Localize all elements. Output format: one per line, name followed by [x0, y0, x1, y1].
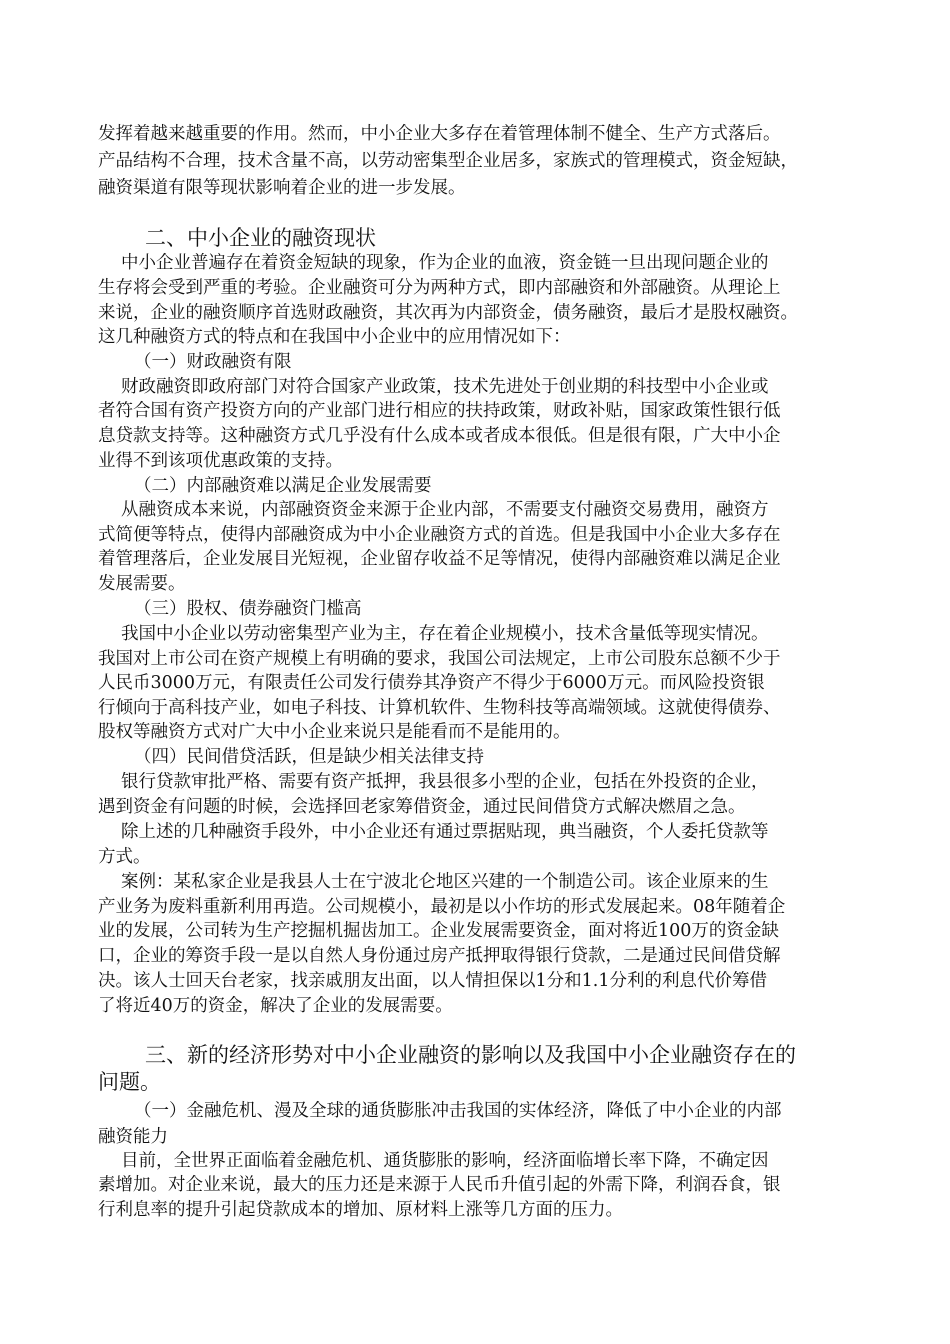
paragraph-line: 银行贷款审批严格、需要有资产抵押，我县很多小型的企业，包括在外投资的企业，	[121, 772, 769, 792]
paragraph-line: 人民币3000万元，有限责任公司发行债券其净资产不得少于6000万元。而风险投资银	[98, 673, 765, 693]
paragraph-line: 财政融资即政府部门对符合国家产业政策，技术先进处于创业期的科技型中小企业或	[121, 377, 769, 397]
paragraph-line: 这几种融资方式的特点和在我国中小企业中的应用情况如下：	[98, 327, 571, 347]
paragraph-line: 中小企业普遍存在着资金短缺的现象，作为企业的血液，资金链一旦出现问题企业的	[121, 253, 769, 273]
paragraph-line: 生存将会受到严重的考验。企业融资可分为两种方式，即内部融资和外部融资。从理论上	[98, 278, 781, 298]
paragraph-line: 行利息率的提升引起贷款成本的增加、原材料上涨等几方面的压力。	[98, 1200, 623, 1220]
section-heading: 问题。	[98, 1070, 161, 1094]
paragraph-line: 产业务为废料重新利用再造。公司规模小，最初是以小作坊的形式发展起来。08年随着企	[98, 897, 786, 917]
paragraph-line: 决。该人士回天台老家，找亲戚朋友出面，以人情担保以1分和1.1分利的利息代价筹借	[98, 971, 767, 991]
paragraph-line: 口，企业的筹资手段一是以自然人身份通过房产抵押取得银行贷款，二是通过民间借贷解	[98, 946, 781, 966]
paragraph-line: 方式。	[98, 847, 151, 867]
paragraph-line: 着管理落后，企业发展目光短视，企业留存收益不足等情况，使得内部融资难以满足企业	[98, 549, 781, 569]
paragraph-line: 产品结构不合理，技术含量不高，以劳动密集型企业居多，家族式的管理模式，资金短缺，	[98, 151, 798, 171]
paragraph-line: 行倾向于高科技产业，如电子科技、计算机软件、生物科技等高端领域。这就使得债券、	[98, 698, 781, 718]
paragraph-line: 素增加。对企业来说，最大的压力还是来源于人民币升值引起的外需下降，利润吞食，银	[98, 1175, 781, 1195]
paragraph-line: 发挥着越来越重要的作用。然而，中小企业大多存在着管理体制不健全、生产方式落后。	[98, 124, 781, 144]
section-heading: 二、中小企业的融资现状	[145, 226, 376, 250]
paragraph-line: 除上述的几种融资手段外，中小企业还有通过票据贴现，典当融资，个人委托贷款等	[121, 822, 769, 842]
paragraph-line: 了将近40万的资金，解决了企业的发展需要。	[98, 996, 453, 1016]
paragraph-line: 发展需要。	[98, 574, 186, 594]
paragraph-line: 业的发展，公司转为生产挖掘机掘齿加工。企业发展需要资金，面对将近100万的资金缺	[98, 921, 779, 941]
paragraph-line: 案例：某私家企业是我县人士在宁波北仑地区兴建的一个制造公司。该企业原来的生	[121, 872, 769, 892]
paragraph-line: 来说，企业的融资顺序首选财政融资，其次再为内部资金，债务融资，最后才是股权融资。	[98, 303, 798, 323]
paragraph-line: 我国中小企业以劳动密集型产业为主，存在着企业规模小，技术含量低等现实情况。	[121, 624, 769, 644]
paragraph-line: 股权等融资方式对广大中小企业来说只是能看而不是能用的。	[98, 722, 571, 742]
paragraph-line: 遇到资金有问题的时候，会选择回老家筹借资金，通过民间借贷方式解决燃眉之急。	[98, 797, 746, 817]
paragraph-line: 从融资成本来说，内部融资资金来源于企业内部，不需要支付融资交易费用，融资方	[121, 500, 769, 520]
subsection-heading: （一）财政融资有限	[134, 352, 292, 372]
subsection-heading: （三）股权、债券融资门槛高	[134, 599, 362, 619]
paragraph-line: 者符合国有资产投资方向的产业部门进行相应的扶持政策，财政补贴，国家政策性银行低	[98, 401, 781, 421]
paragraph-line: 息贷款支持等。这种融资方式几乎没有什么成本或者成本很低。但是很有限，广大中小企	[98, 426, 781, 446]
subsection-heading: （二）内部融资难以满足企业发展需要	[134, 476, 432, 496]
subsection-heading: （一）金融危机、漫及全球的通货膨胀冲击我国的实体经济，降低了中小企业的内部	[134, 1101, 782, 1121]
paragraph-line: 我国对上市公司在资产规模上有明确的要求，我国公司法规定，上市公司股东总额不少于	[98, 649, 781, 669]
subsection-heading: （四）民间借贷活跃，但是缺少相关法律支持	[134, 747, 484, 767]
subsection-heading: 融资能力	[98, 1127, 168, 1147]
paragraph-line: 式简便等特点，使得内部融资成为中小企业融资方式的首选。但是我国中小企业大多存在	[98, 525, 781, 545]
paragraph-line: 目前，全世界正面临着金融危机、通货膨胀的影响，经济面临增长率下降，不确定因	[121, 1151, 769, 1171]
paragraph-line: 业得不到该项优惠政策的支持。	[98, 451, 343, 471]
paragraph-line: 融资渠道有限等现状影响着企业的进一步发展。	[98, 178, 466, 198]
section-heading: 三、新的经济形势对中小企业融资的影响以及我国中小企业融资存在的	[145, 1043, 796, 1067]
